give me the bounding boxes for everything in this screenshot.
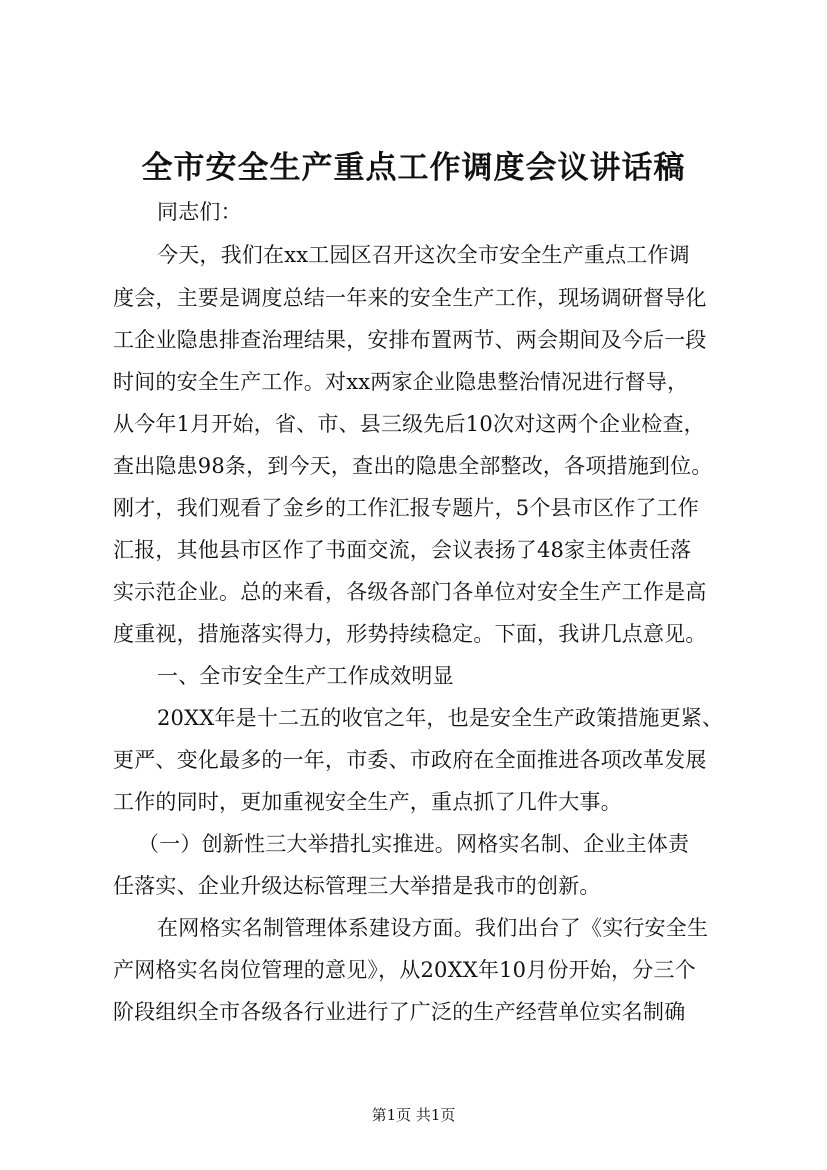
document-title: 全市安全生产重点工作调度会议讲话稿 [141, 150, 686, 186]
text-line: 刚才，我们观看了金乡的工作汇报专题片，5个县市区作了工作 [113, 496, 699, 520]
page-footer: 第1页 共1页 [371, 1106, 456, 1124]
text-line: 工作的同时，更加重视安全生产，重点抓了几件大事。 [113, 790, 622, 814]
text-line: 更严、变化最多的一年，市委、市政府在全面推进各项改革发展 [113, 748, 707, 772]
text-line: 从今年1月开始，省、市、县三级先后10次对这两个企业检查， [113, 412, 705, 436]
text-line: 阶段组织全市各级各行业进行了广泛的生产经营单位实名制确 [113, 1000, 686, 1024]
text-line: 产网格实名岗位管理的意见》，从20XX年10月份开始，分三个 [113, 958, 696, 982]
subsection-line: （一）创新性三大举措扎实推进。网格实名制、企业主体责 [138, 832, 690, 856]
section-heading: 一、全市安全生产工作成效明显 [157, 664, 454, 688]
text-line: 查出隐患98条，到今天，查出的隐患全部整改，各项措施到位。 [113, 454, 713, 478]
text-line: 实示范企业。总的来看，各级各部门各单位对安全生产工作是高 [113, 580, 707, 604]
text-line: 工企业隐患排查治理结果，安排布置两节、两会期间及今后一段 [113, 328, 707, 352]
text-line: 度会，主要是调度总结一年来的安全生产工作，现场调研督导化 [113, 286, 707, 310]
text-line: 任落实、企业升级达标管理三大举措是我市的创新。 [113, 874, 601, 898]
text-line: 时间的安全生产工作。对xx两家企业隐患整治情况进行督导， [113, 370, 689, 394]
text-line: 今天，我们在xx工园区召开这次全市安全生产重点工作调 [157, 243, 690, 267]
text-line: 20XX年是十二五的收官之年，也是安全生产政策措施更紧、 [157, 706, 724, 730]
greeting: 同志们： [157, 200, 242, 224]
text-line: 在网格实名制管理体系建设方面。我们出台了《实行安全生 [157, 916, 709, 940]
text-line: 度重视，措施落实得力，形势持续稳定。下面，我讲几点意见。 [113, 622, 707, 646]
text-line: 汇报，其他县市区作了书面交流，会议表扬了48家主体责任落 [113, 538, 692, 562]
